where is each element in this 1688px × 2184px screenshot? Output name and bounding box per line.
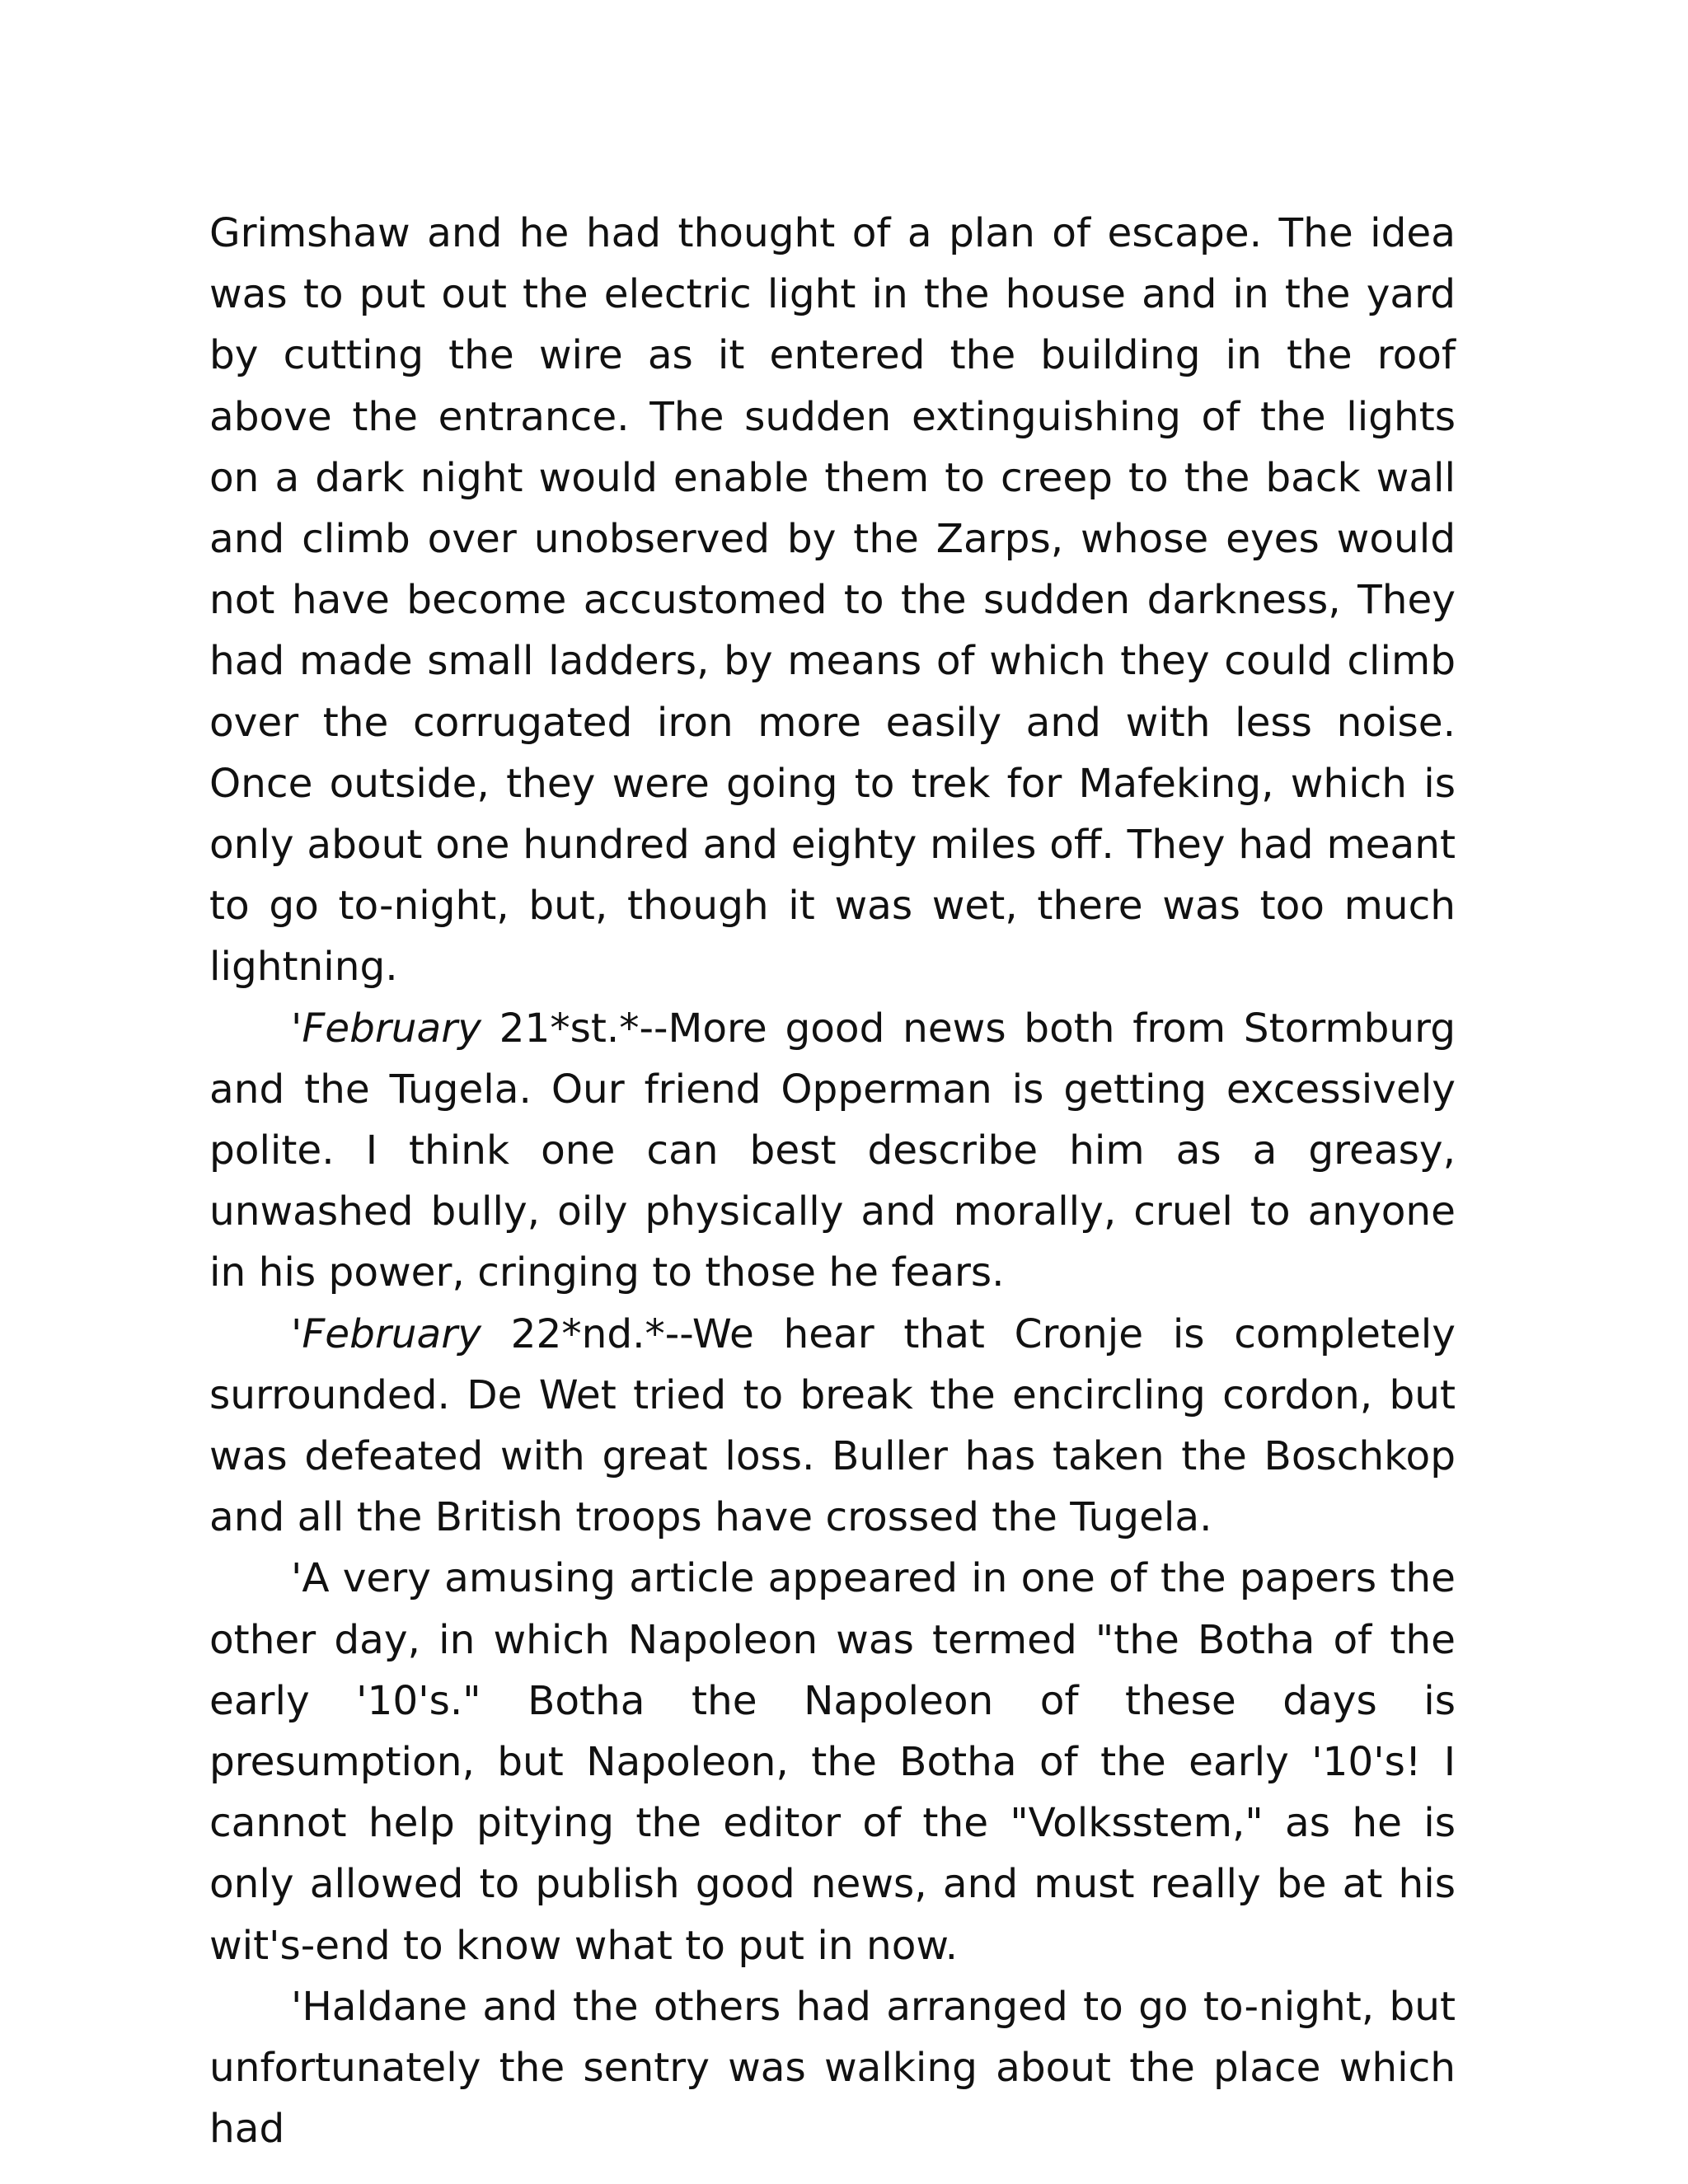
paragraph-escape-plan [209,203,1456,998]
paragraph-text: 'Haldane and the others had arranged to go to-night, but unfortunately the sentry was walking about the place which had [209,1983,1456,2153]
document-page [209,203,1456,2160]
paragraph-text: 21*st.*--More good news both from Stormburg and the Tugela. Our friend Opperman is getting excessively polite. I think one can best describe him as a greasy, unwashed bully, oily physically and morally, cruel to anyone in his power, cringing to those he fears. [209,1005,1456,1296]
paragraph-text: 22*nd.*--We hear that Cronje is completely surrounded. De Wet tried to break the encircling cordon, but was defeated with great loss. Buller has taken the Boschkop and all the British troops have crossed the Tugela. [209,1310,1456,1541]
paragraph-february-22 [209,1304,1456,1549]
paragraph-quote-mark: ' [291,1005,302,1052]
date-month: February [302,1005,481,1052]
paragraph-napoleon-article [209,1548,1456,1975]
date-month: February [302,1310,481,1357]
paragraph-haldane [209,1976,1456,2160]
paragraph-february-21 [209,998,1456,1304]
paragraph-quote-mark: ' [291,1310,302,1357]
paragraph-text: Grimshaw and he had thought of a plan of escape. The idea was to put out the electric light in the house and in the yard by cutting the wire as it entered the building in the roof above the entrance. The sudden extinguishing of the lights on a dark night would enable them to creep to the back wall and climb over unobserved by the Zarps, whose eyes would not have become accustomed to the sudden darkness, They had made small ladders, by means of which they could climb over the corrugated iron more easily and with less noise. Once outside, they were going to trek for Mafeking, which is only about one hundred and eighty miles off. They had meant to go to-night, but, though it was wet, there was too much lightning. [209,210,1456,991]
paragraph-text: 'A very amusing article appeared in one of the papers the other day, in which Napoleon was termed "the Botha of the early '10's." Botha the Napoleon of these days is presumption, but Napoleon, the Botha of the early '10's! I cannot help pitying the editor of the "Volksstem," as he is only allowed to publish good news, and must really be at his wit's-end to know what to put in now. [209,1555,1456,1969]
